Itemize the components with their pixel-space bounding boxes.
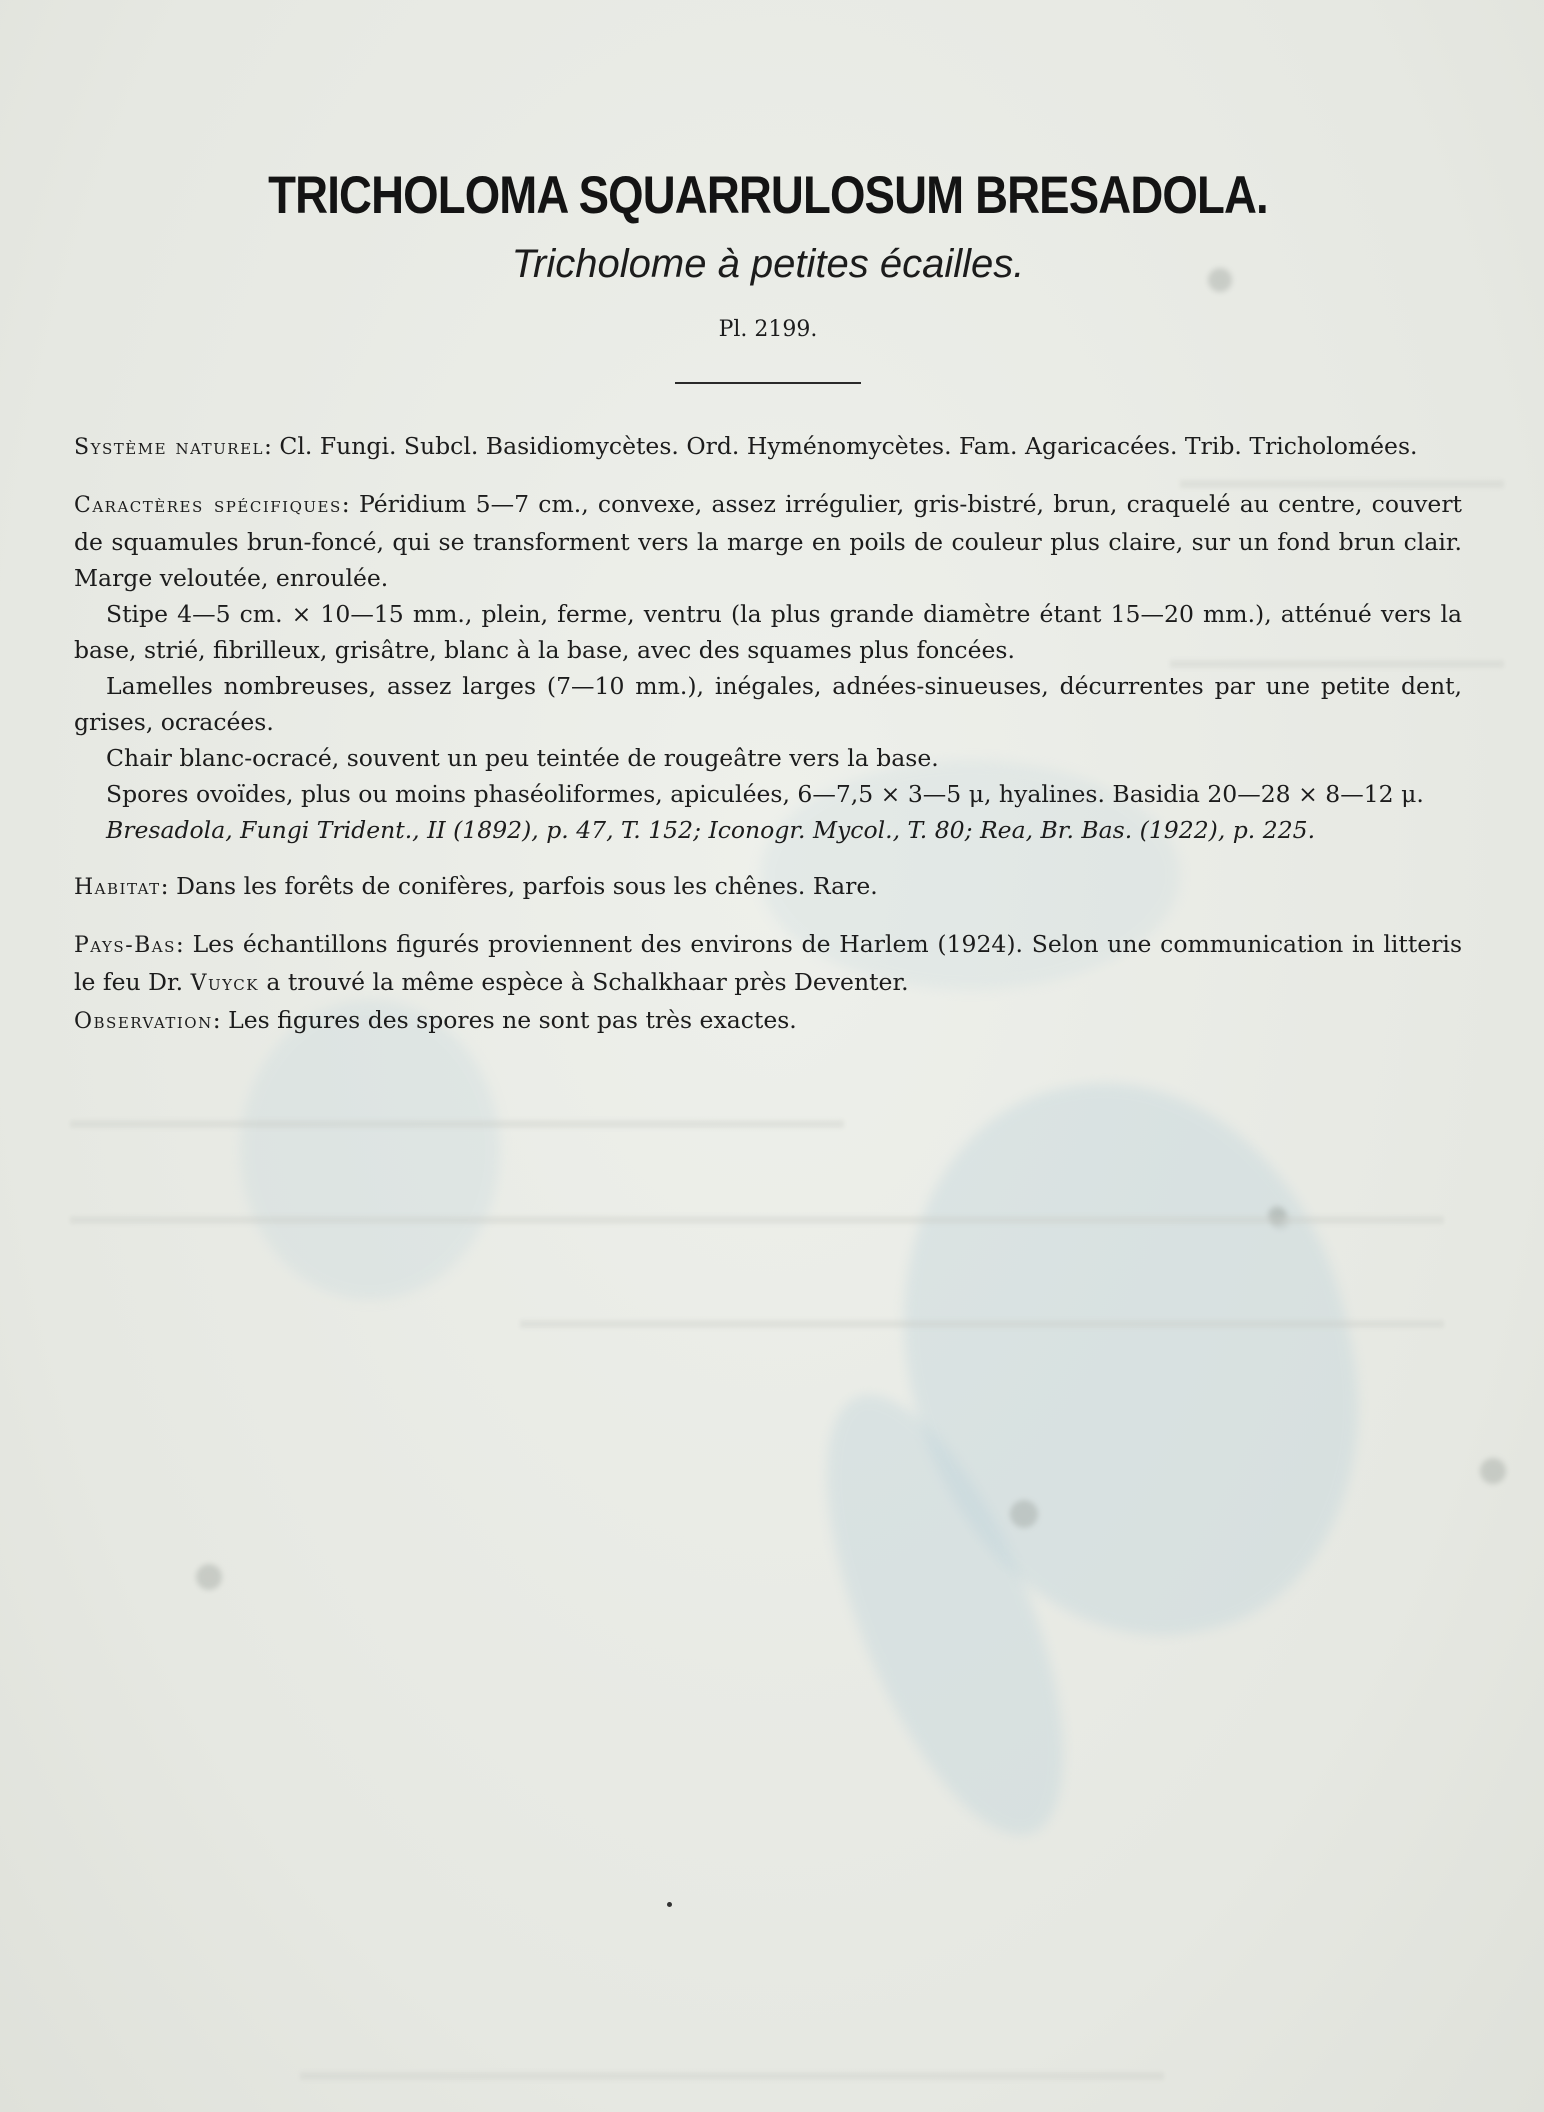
- systeme-paragraph: [74, 428, 1462, 466]
- document-body: [74, 428, 1462, 1040]
- lamelles-paragraph: Lamelles nombreuses, assez larges (7—10 mm.), inégales, adnées-sinueuses, décurrentes par une petite dent, grises, ocracées.: [74, 672, 1462, 736]
- paper-spot: [1010, 1500, 1038, 1528]
- stipe-paragraph: Stipe 4—5 cm. × 10—15 mm., plein, ferme, ventru (la plus grande diamètre étant 15—20 mm.), atténué vers la base, strié, fibrilleux, grisâtre, blanc à la base, avec des squames plus foncées.: [74, 600, 1462, 664]
- systeme-heading: Système naturel: [74, 435, 264, 460]
- page-title: TRICHOLOMA SQUARRULOSUM BRESADOLA.: [268, 166, 1268, 225]
- paysbas-name: Vuyck: [190, 971, 259, 996]
- spores-paragraph: Spores ovoïdes, plus ou moins phaséoliformes, apiculées, 6—7,5 × 3—5 μ, hyalines. Basidia 20—28 × 8—12 μ.: [106, 780, 1424, 808]
- heading-colon: :: [341, 490, 359, 518]
- heading-colon: :: [160, 872, 177, 900]
- bleed-through-text: [70, 1120, 844, 1128]
- paysbas-text-after: a trouvé la même espèce à Schalkhaar près Deventer.: [266, 968, 909, 996]
- title-divider: [675, 382, 861, 384]
- caracteres-text: Péridium 5—7 cm., convexe, assez irrégulier, gris-bistré, brun, craquelé au centre, couvert de squamules brun-foncé, qui se transforment vers la marge en poils de couleur plus claire, sur un fond brun clair. Marge veloutée, enroulée.: [74, 490, 1462, 592]
- document-content: [74, 160, 1462, 1040]
- heading-colon: :: [212, 1006, 229, 1034]
- habitat-paragraph: [74, 868, 1462, 906]
- page-subtitle: Tricholome à petites écailles.: [511, 242, 1025, 286]
- paysbas-paragraph: [74, 926, 1462, 1002]
- paper-spot: [196, 1564, 222, 1590]
- footer-mark: [667, 1902, 672, 1907]
- caracteres-paragraph: [74, 486, 1462, 596]
- observation-heading: Observation: [74, 1009, 213, 1034]
- caracteres-heading: Caractères spécifiques: [74, 493, 342, 518]
- bleed-through-text: [70, 1216, 1444, 1224]
- habitat-text: Dans les forêts de conifères, parfois sous les chênes. Rare.: [176, 872, 878, 900]
- heading-colon: :: [175, 930, 193, 958]
- bleed-through-text: [520, 1320, 1444, 1328]
- references-paragraph: Bresadola, Fungi Trident., II (1892), p. 47, T. 152; Iconogr. Mycol., T. 80; Rea, Br. Bas. (1922), p. 225.: [106, 816, 1316, 844]
- bleed-through-shape: [240, 1000, 500, 1300]
- bleed-through-text: [300, 2072, 1164, 2080]
- observation-text: Les figures des spores ne sont pas très exactes.: [228, 1006, 797, 1034]
- paper-spot: [1480, 1458, 1506, 1484]
- chair-paragraph: Chair blanc-ocracé, souvent un peu teintée de rougeâtre vers la base.: [106, 744, 939, 772]
- paysbas-heading: Pays-Bas: [74, 933, 176, 958]
- paysbas-text-before: Les échantillons figurés proviennent des environs de Harlem (1924). Selon une communication in litteris le feu Dr.: [74, 930, 1463, 996]
- heading-colon: :: [264, 432, 280, 460]
- habitat-heading: Habitat: [74, 875, 161, 900]
- systeme-text: Cl. Fungi. Subcl. Basidiomycètes. Ord. Hyménomycètes. Fam. Agaricacées. Trib. Tricholomées.: [279, 432, 1418, 460]
- observation-paragraph: [74, 1002, 1462, 1040]
- plate-number: Pl. 2199.: [718, 317, 818, 342]
